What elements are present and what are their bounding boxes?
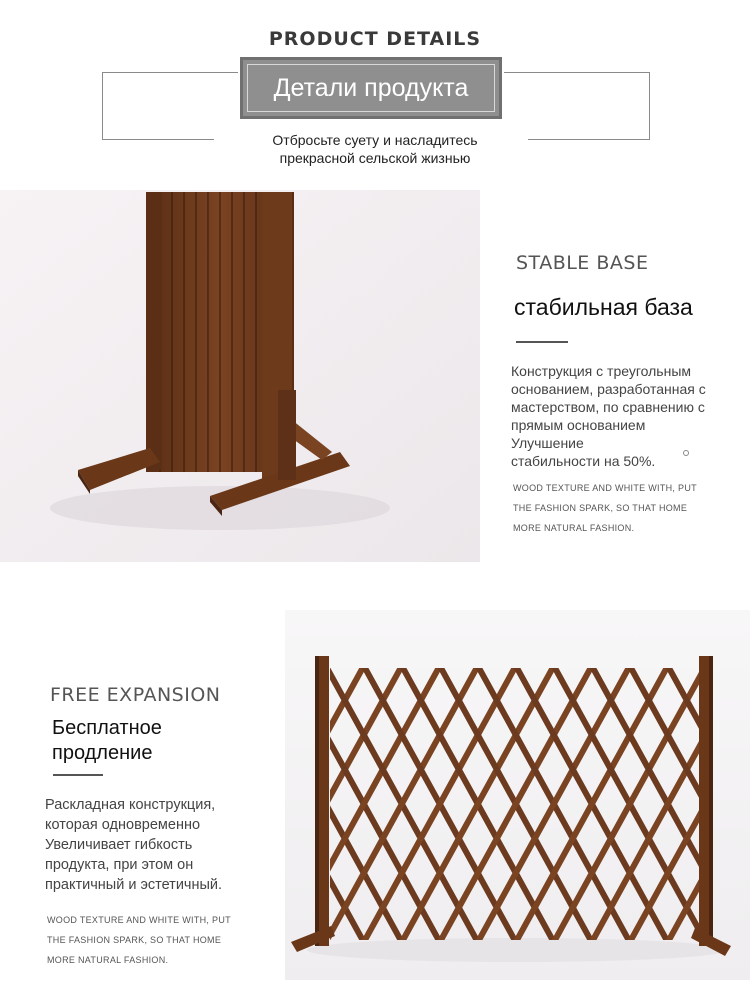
description-line: Раскладная конструкция, <box>45 797 216 813</box>
header-title-en: PRODUCT DETAILS <box>268 28 482 50</box>
folded-fence-image <box>0 190 480 562</box>
stable-base-fine-print <box>513 478 743 538</box>
expanded-fence-image <box>285 610 750 980</box>
fine-print-line: THE FASHION SPARK, SO THAT HOME <box>513 503 688 513</box>
description-line: продукта, при этом он <box>45 857 194 873</box>
fine-print-line: THE FASHION SPARK, SO THAT HOME <box>47 935 222 945</box>
free-expansion-heading-en: FREE EXPANSION <box>50 684 221 706</box>
description-line: Конструкция с треугольным <box>511 363 692 379</box>
header-subtitle <box>0 131 750 167</box>
stable-base-description <box>511 362 741 470</box>
stable-base-heading-en: STABLE BASE <box>516 252 649 274</box>
title-banner-text: Детали продукта <box>247 64 495 112</box>
fine-print-line: WOOD TEXTURE AND WHITE WITH, PUT <box>513 483 697 493</box>
free-expansion-fine-print <box>47 910 287 970</box>
heading-line: продление <box>52 742 153 764</box>
description-line: которая одновременно <box>45 817 201 833</box>
stable-base-photo <box>0 190 480 562</box>
fine-print-line: MORE NATURAL FASHION. <box>513 523 635 533</box>
description-line: мастерством, по сравнению с <box>511 399 705 415</box>
header-bracket-left-top <box>102 72 238 73</box>
description-line: прямым основанием <box>511 417 646 433</box>
free-expansion-heading-ru <box>52 716 162 766</box>
header-bracket-right-side <box>649 72 650 140</box>
header-bracket-right-top <box>504 72 650 73</box>
title-banner <box>240 57 502 119</box>
description-line: стабильности на 50%. <box>511 453 656 469</box>
description-line: Увеличивает гибкость <box>45 837 193 853</box>
stable-base-heading-ru: стабильная база <box>514 294 693 320</box>
free-expansion-description <box>45 795 285 895</box>
heading-line: Бесплатное <box>52 717 162 739</box>
subtitle-line: прекрасной сельской жизнью <box>279 150 471 166</box>
decorative-dot-icon <box>683 450 689 456</box>
description-line: основанием, разработанная с <box>511 381 706 397</box>
fine-print-line: MORE NATURAL FASHION. <box>47 955 169 965</box>
free-expansion-divider <box>53 774 103 776</box>
description-line: Улучшение <box>511 435 584 451</box>
header-bracket-left-side <box>102 72 103 140</box>
stable-base-divider <box>516 341 568 343</box>
fine-print-line: WOOD TEXTURE AND WHITE WITH, PUT <box>47 915 231 925</box>
free-expansion-photo <box>285 610 750 980</box>
description-line: практичный и эстетичный. <box>45 877 223 893</box>
subtitle-line: Отбросьте суету и насладитесь <box>272 132 478 148</box>
